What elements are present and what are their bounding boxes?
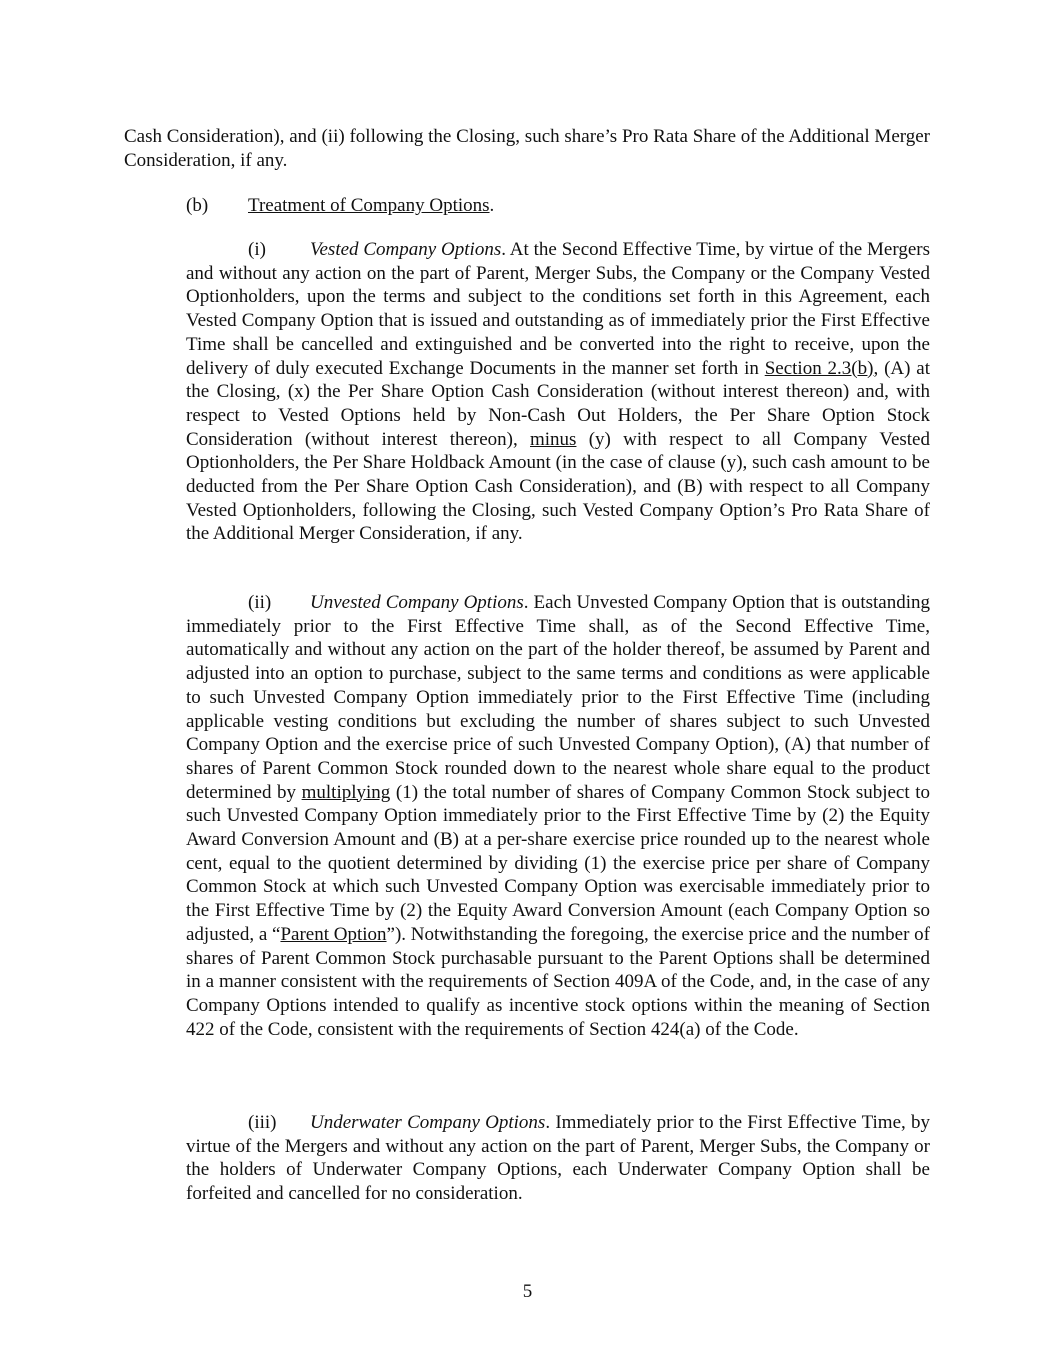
sub-iii-text-1: . Immediately prior to the First Effective Time, by virtue of the Mergers and without any action on the part of Parent, Merger Subs, the Company or the holders of Underwater Company Options, each Underwater Company Option shall be forfeited and cancelled for no consideration.: [186, 1112, 931, 1205]
sub-ii-title: Unvested Company Options: [310, 592, 524, 613]
sub-ii-text-1: . Each Unvested Company Option that is outstanding immediately prior to the First Effective Time shall, as of the Second Effective Time, automatically and without any action on the part of the holder thereof, be assumed by Parent and adjusted into an option to purchase, subject to the same terms and conditions as were applicable to such Unvested Company Option immediately prior to the First Effective Time (including applicable vesting conditions but excluding the number of shares subject to such Unvested Company Option and the exercise price of such Unvested Company Option), (A) that number of shares of Parent Common Stock rounded down to the nearest whole share equal to the product determined by: [186, 592, 930, 803]
multiplying-term: multiplying: [301, 781, 391, 803]
continuation-text: Cash Consideration), and (ii) following the Closing, such share’s Pro Rata Share of the Additional Merger Consideration, if any.: [124, 126, 930, 171]
sub-i-label: (i): [248, 239, 266, 260]
section-b-period: .: [489, 195, 495, 216]
minus-term: minus: [530, 428, 577, 450]
section-b-heading: [186, 194, 930, 218]
paragraph-underwater-options: [186, 1111, 930, 1206]
page-number: 5: [522, 1281, 533, 1302]
sub-i-text-3: (y) with respect to all Company Vested Optionholders, the Per Share Holdback Amount (in the case of clause (y), such cash amount to be deducted from the Per Share Option Cash Consideration), and (B) with respect to all Company Vested Optionholders, following the Closing, such Vested Company Option’s Pro Rata Share of the Additional Merger Consideration, if any.: [186, 428, 930, 545]
section-b-title: Treatment of Company Options: [248, 195, 490, 216]
sub-ii-label: (ii): [248, 592, 272, 613]
paragraph-unvested-options: [186, 591, 930, 1041]
sub-iii-title: Underwater Company Options: [310, 1112, 546, 1133]
sub-ii-text-2: (1) the total number of shares of Company Common Stock subject to such Unvested Company Option immediately prior to the First Effective Time by (2) the Equity Award Conversion Amount and (B) at a per-share exercise price rounded up to the nearest whole cent, equal to the quotient determined by dividing (1) the exercise price per share of Company Common Stock at which such Unvested Company Option was exercisable immediately prior to the First Effective Time by (2) the Equity Award Conversion Amount (each Company Option so adjusted, a “: [186, 781, 930, 945]
sub-i-text-1: . At the Second Effective Time, by virtue of the Mergers and without any action on the part of Parent, Merger Subs, the Company or the Company Vested Optionholders, upon the terms and subject to the conditions set forth in this Agreement, each Vested Company Option that is issued and outstanding as of immediately prior the First Effective Time shall be cancelled and extinguished and be converted into the right to receive, upon the delivery of duly executed Exchange Documents in the manner set forth in: [186, 239, 930, 379]
sub-i-text-2: , (A) at the Closing, (x) the Per Share Option Cash Consideration (without interest thereon) and, with respect to Vested Options held by Non-Cash Out Holders, the Per Share Option Stock Consideration (without interest thereon),: [186, 357, 930, 450]
paragraph-vested-options: [186, 238, 930, 546]
sub-i-title: Vested Company Options: [310, 239, 502, 260]
sub-iii-label: (iii): [248, 1112, 277, 1133]
sub-ii-text-3: ”). Notwithstanding the foregoing, the exercise price and the number of shares of Parent Common Stock purchasable pursuant to the Parent Options shall be determined in a manner consistent with the requirements of Section 409A of the Code, and, in the case of any Company Options intended to qualify as incentive stock options within the meaning of Section 422 of the Code, consistent with the requirements of Section 424(a) of the Code.: [186, 923, 930, 1040]
parent-option-defined-term: Parent Option: [280, 923, 387, 945]
section-reference-link: Section 2.3(b): [764, 357, 874, 379]
continuation-paragraph: [124, 125, 930, 172]
section-b-label: (b): [186, 195, 209, 216]
